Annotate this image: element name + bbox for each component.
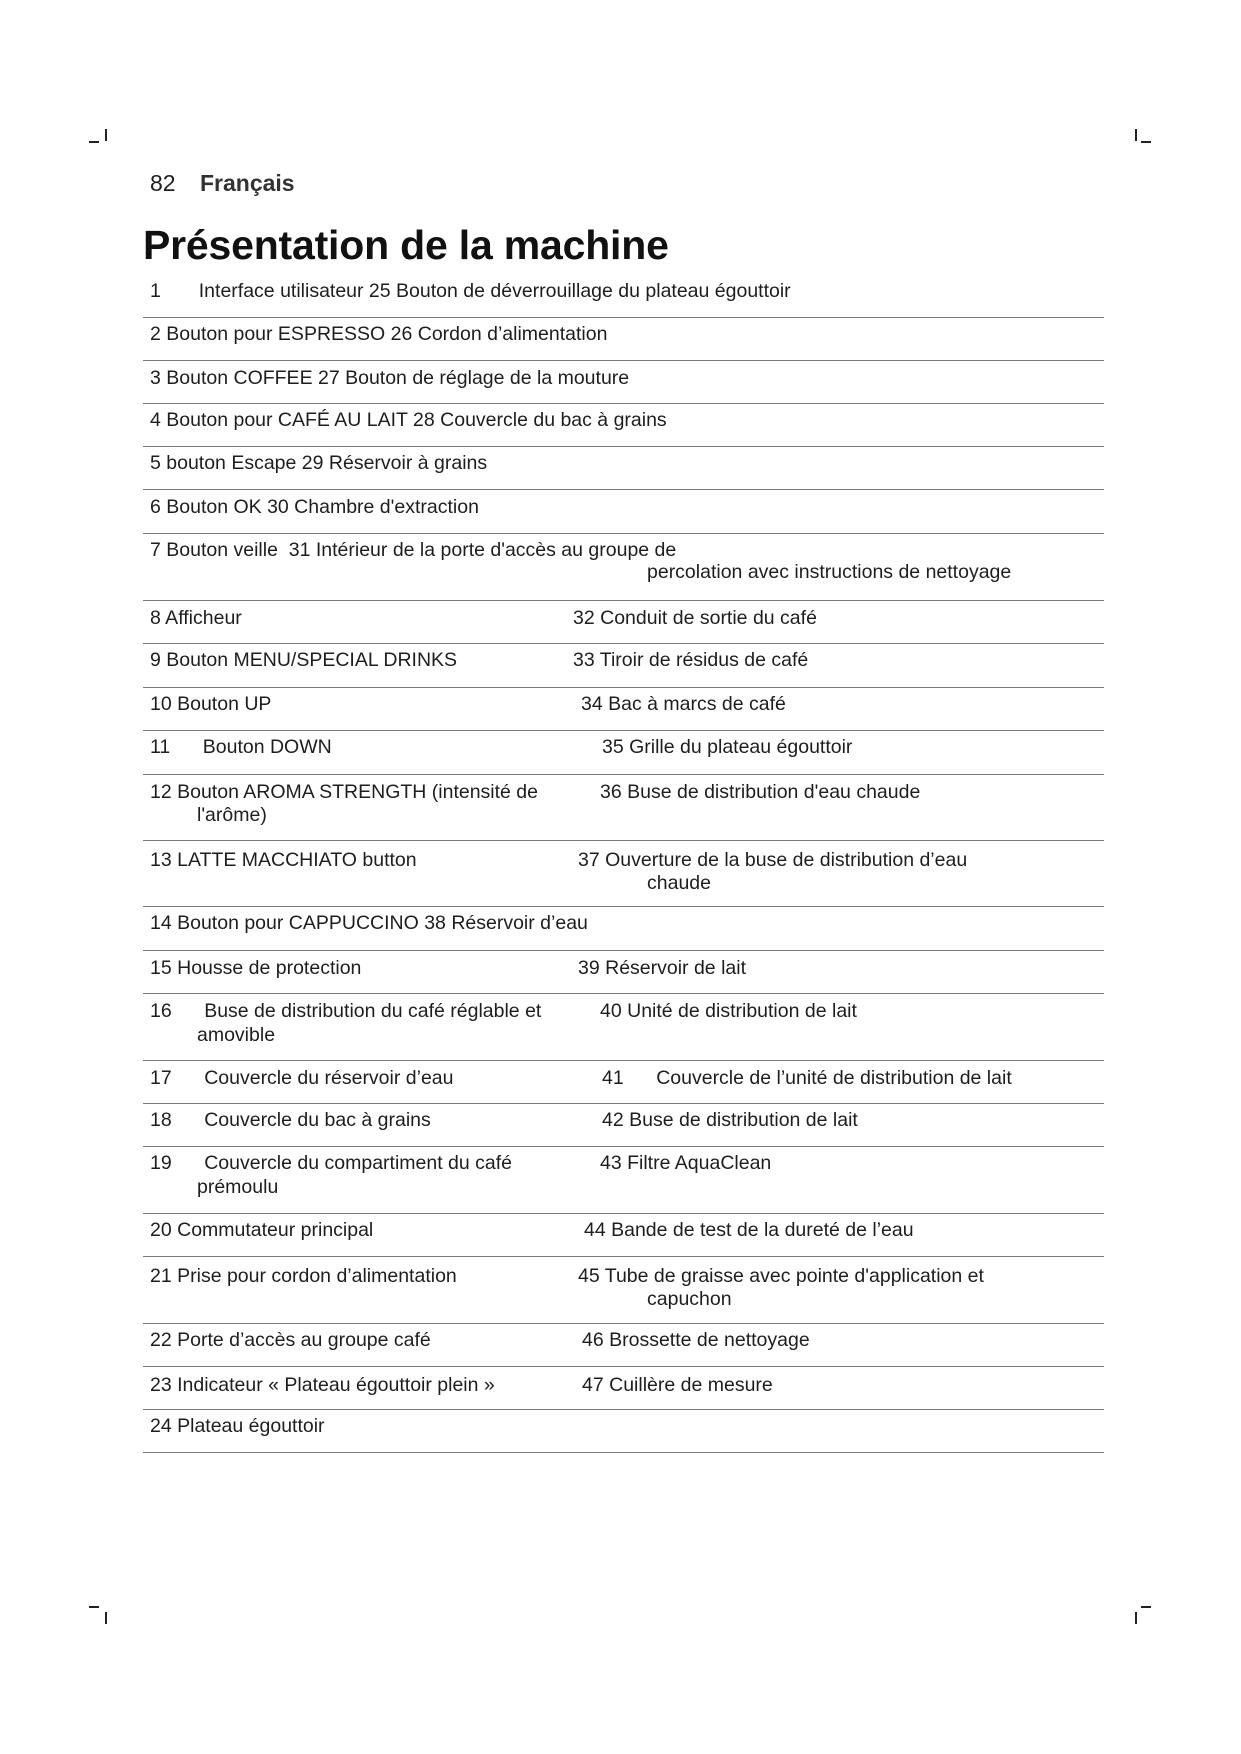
item-right: 36 Buse de distribution d'eau chaude (600, 781, 921, 803)
list-row (143, 951, 1104, 994)
crop-mark (1141, 1606, 1151, 1608)
crop-mark (1135, 1612, 1137, 1624)
item-left: 10 Bouton UP (150, 693, 272, 715)
list-row (143, 775, 1104, 841)
item-text: 6 Bouton OK 30 Chambre d'extraction (150, 496, 479, 518)
language-label: Français (199, 170, 295, 196)
item-left-continued: amovible (197, 1024, 276, 1046)
item-right: 45 Tube de graisse avec pointe d'application et (578, 1265, 984, 1287)
list-row (143, 1257, 1104, 1324)
item-right: 32 Conduit de sortie du café (573, 607, 817, 629)
item-right: 34 Bac à marcs de café (581, 693, 786, 715)
list-row (143, 1147, 1104, 1214)
crop-mark (105, 129, 107, 141)
item-left: 11 Bouton DOWN (150, 736, 332, 758)
page-header (150, 170, 295, 197)
list-row (143, 601, 1104, 644)
list-row (143, 1214, 1104, 1257)
crop-mark (105, 1612, 107, 1624)
item-right: 46 Brossette de nettoyage (582, 1329, 810, 1351)
item-left: 19 Couvercle du compartiment du café (150, 1152, 513, 1174)
item-left: 20 Commutateur principal (150, 1219, 374, 1241)
item-right: 41 Couvercle de l’unité de distribution de lait (602, 1067, 1012, 1089)
list-row (143, 361, 1104, 404)
list-row (143, 534, 1104, 601)
list-row (143, 907, 1104, 951)
item-right-continued: chaude (647, 872, 711, 894)
item-right: 47 Cuillère de mesure (582, 1374, 773, 1396)
parts-list (143, 274, 1104, 1453)
list-row (143, 731, 1104, 775)
crop-mark (1141, 141, 1151, 143)
item-right-continued: capuchon (647, 1288, 732, 1310)
crop-mark (89, 141, 99, 143)
item-left: 9 Bouton MENU/SPECIAL DRINKS (150, 649, 458, 671)
list-row (143, 318, 1104, 361)
item-left: 15 Housse de protection (150, 957, 362, 979)
item-text: 7 Bouton veille 31 Intérieur de la porte d'accès au groupe de (150, 539, 677, 561)
item-right: 35 Grille du plateau égouttoir (602, 736, 853, 758)
item-left: 12 Bouton AROMA STRENGTH (intensité de (150, 781, 539, 803)
page-title: Présentation de la machine (143, 222, 669, 268)
list-row (143, 1367, 1104, 1410)
item-left: 23 Indicateur « Plateau égouttoir plein » (150, 1374, 495, 1396)
list-row (143, 447, 1104, 490)
item-right: 42 Buse de distribution de lait (602, 1109, 858, 1131)
item-left: 18 Couvercle du bac à grains (150, 1109, 431, 1131)
item-text: 2 Bouton pour ESPRESSO 26 Cordon d’alimentation (150, 323, 608, 345)
crop-mark (1135, 129, 1137, 141)
item-left: 21 Prise pour cordon d’alimentation (150, 1265, 457, 1287)
crop-mark (89, 1606, 99, 1608)
item-text: 1 Interface utilisateur 25 Bouton de déverrouillage du plateau égouttoir (150, 280, 791, 302)
list-row (143, 841, 1104, 907)
item-right: 33 Tiroir de résidus de café (573, 649, 809, 671)
item-text-continued: percolation avec instructions de nettoyage (647, 561, 1012, 583)
item-text: 3 Bouton COFFEE 27 Bouton de réglage de la mouture (150, 367, 630, 389)
item-left: 8 Afficheur (150, 607, 242, 629)
list-row (143, 490, 1104, 534)
list-row (143, 688, 1104, 731)
page-number: 82 (150, 170, 176, 196)
list-row (143, 1324, 1104, 1367)
item-left-continued: l'arôme) (197, 804, 267, 826)
item-text: 4 Bouton pour CAFÉ AU LAIT 28 Couvercle du bac à grains (150, 409, 667, 431)
item-text: 5 bouton Escape 29 Réservoir à grains (150, 452, 488, 474)
list-row (143, 1104, 1104, 1147)
item-right: 40 Unité de distribution de lait (600, 1000, 857, 1022)
item-left: 13 LATTE MACCHIATO button (150, 849, 417, 871)
list-row (143, 994, 1104, 1061)
item-right: 39 Réservoir de lait (578, 957, 746, 979)
item-text: 24 Plateau égouttoir (150, 1415, 325, 1437)
list-row (143, 404, 1104, 447)
item-text: 14 Bouton pour CAPPUCCINO 38 Réservoir d’eau (150, 912, 588, 934)
item-right: 37 Ouverture de la buse de distribution d’eau (578, 849, 968, 871)
item-left: 22 Porte d’accès au groupe café (150, 1329, 431, 1351)
list-row (143, 1061, 1104, 1104)
item-right: 44 Bande de test de la dureté de l’eau (584, 1219, 914, 1241)
item-left-continued: prémoulu (197, 1176, 279, 1198)
item-right: 43 Filtre AquaClean (600, 1152, 772, 1174)
list-row (143, 274, 1104, 318)
item-left: 17 Couvercle du réservoir d’eau (150, 1067, 454, 1089)
item-left: 16 Buse de distribution du café réglable et (150, 1000, 542, 1022)
list-row (143, 1410, 1104, 1453)
list-row (143, 644, 1104, 688)
